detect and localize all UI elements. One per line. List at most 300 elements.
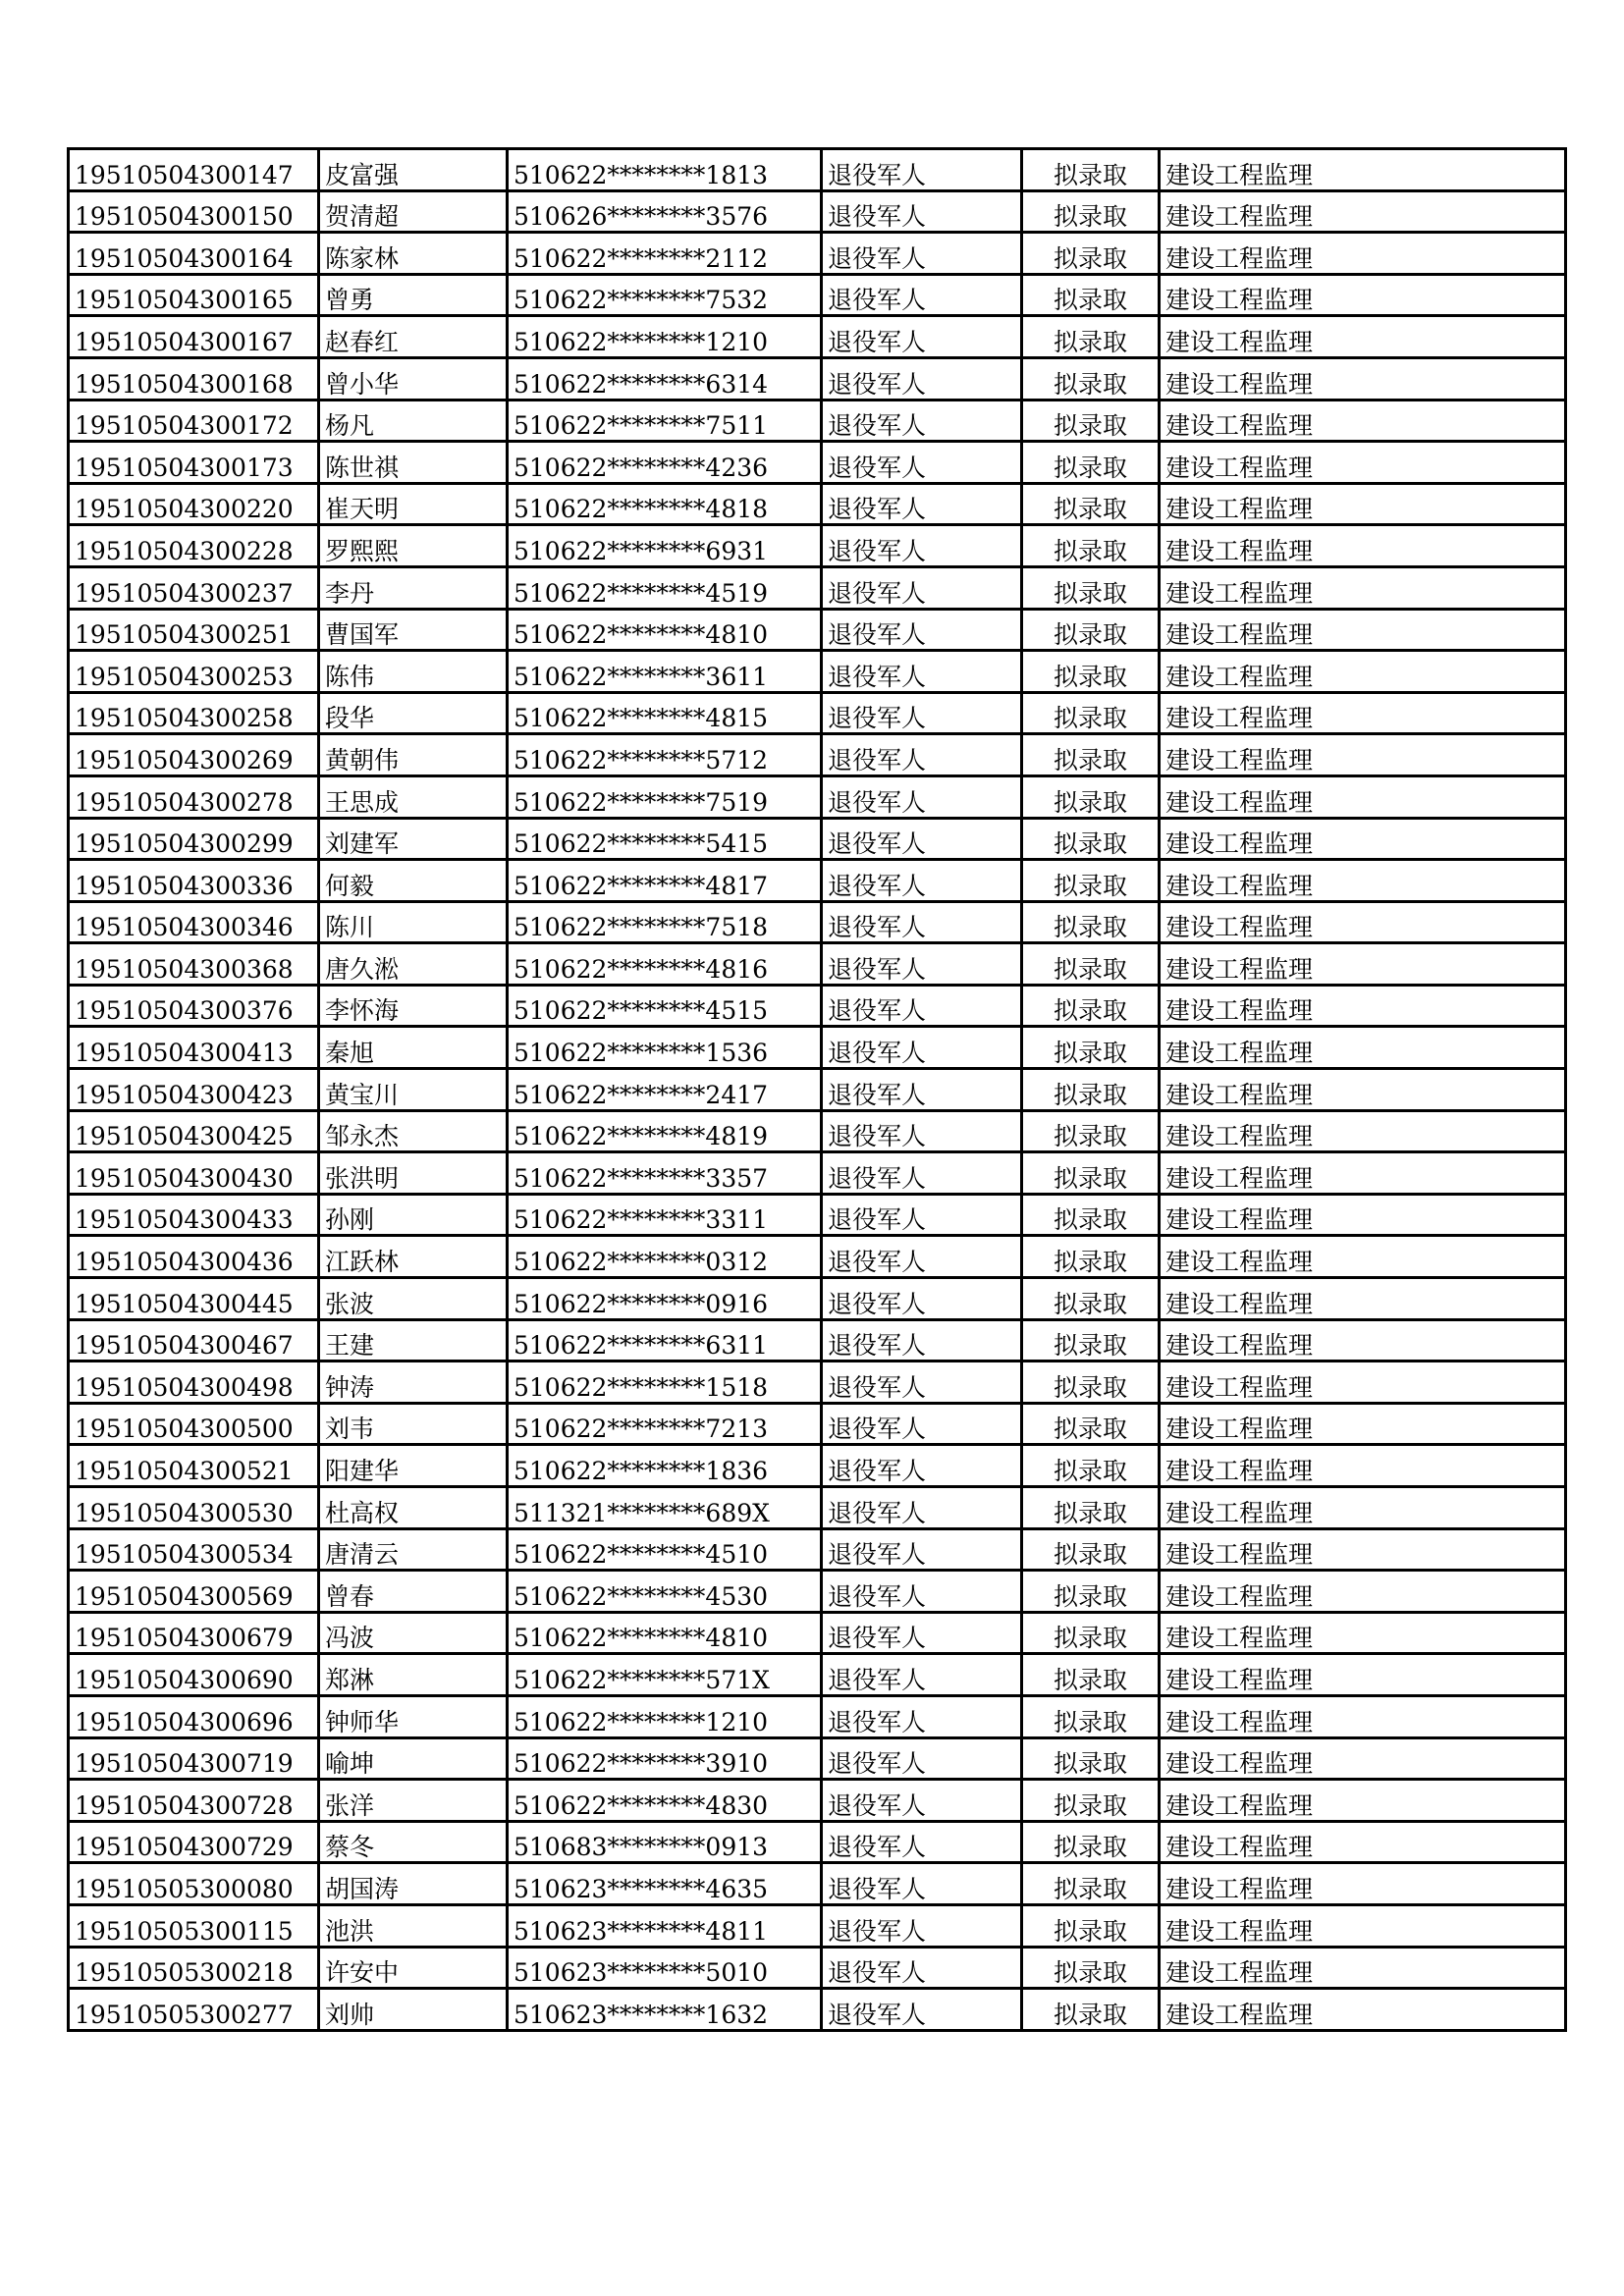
candidate-name-cell: 陈世祺: [319, 442, 508, 484]
category-cell: 退役军人: [822, 609, 1022, 651]
candidate-id-cell: 19510504300150: [69, 190, 319, 233]
candidate-id-cell: 19510504300445: [69, 1278, 319, 1320]
major-cell: 建设工程监理: [1160, 734, 1566, 776]
category-cell: 退役军人: [822, 651, 1022, 693]
table-row: [69, 149, 1566, 191]
category-cell: 退役军人: [822, 1194, 1022, 1236]
candidate-name-cell: 何毅: [319, 860, 508, 902]
candidate-name-cell: 钟师华: [319, 1695, 508, 1737]
category-cell: 退役军人: [822, 1780, 1022, 1822]
id-number-cell: 510622********1836: [508, 1445, 822, 1487]
table-row: [69, 442, 1566, 484]
candidate-name-cell: 张洪明: [319, 1152, 508, 1195]
candidate-id-cell: 19510504300173: [69, 442, 319, 484]
candidate-name-cell: 池洪: [319, 1904, 508, 1947]
table-row: [69, 1780, 1566, 1822]
category-cell: 退役军人: [822, 483, 1022, 525]
candidate-name-cell: 王建: [319, 1319, 508, 1362]
candidate-name-cell: 喻坤: [319, 1737, 508, 1780]
major-cell: 建设工程监理: [1160, 1110, 1566, 1152]
table-row: [69, 609, 1566, 651]
result-cell: 拟录取: [1022, 818, 1160, 860]
result-cell: 拟录取: [1022, 1904, 1160, 1947]
result-cell: 拟录取: [1022, 1737, 1160, 1780]
candidate-name-cell: 陈家林: [319, 233, 508, 275]
result-cell: 拟录取: [1022, 442, 1160, 484]
result-cell: 拟录取: [1022, 1069, 1160, 1111]
result-cell: 拟录取: [1022, 1152, 1160, 1195]
major-cell: 建设工程监理: [1160, 190, 1566, 233]
id-number-cell: 510622********0916: [508, 1278, 822, 1320]
id-number-cell: 510622********4818: [508, 483, 822, 525]
table-row: [69, 483, 1566, 525]
candidate-id-cell: 19510505300218: [69, 1947, 319, 1989]
table-row: [69, 1319, 1566, 1362]
table-row: [69, 1069, 1566, 1111]
candidate-name-cell: 杨凡: [319, 400, 508, 442]
result-cell: 拟录取: [1022, 316, 1160, 358]
category-cell: 退役军人: [822, 1487, 1022, 1529]
id-number-cell: 510622********4817: [508, 860, 822, 902]
major-cell: 建设工程监理: [1160, 274, 1566, 316]
table-row: [69, 1695, 1566, 1737]
candidate-id-cell: 19510504300521: [69, 1445, 319, 1487]
id-number-cell: 510683********0913: [508, 1821, 822, 1863]
table-row: [69, 775, 1566, 818]
category-cell: 退役军人: [822, 1027, 1022, 1069]
table-row: [69, 316, 1566, 358]
major-cell: 建设工程监理: [1160, 1362, 1566, 1404]
major-cell: 建设工程监理: [1160, 860, 1566, 902]
id-number-cell: 510622********1210: [508, 1695, 822, 1737]
table-row: [69, 1737, 1566, 1780]
id-number-cell: 510622********4515: [508, 985, 822, 1027]
category-cell: 退役军人: [822, 316, 1022, 358]
major-cell: 建设工程监理: [1160, 1152, 1566, 1195]
result-cell: 拟录取: [1022, 1821, 1160, 1863]
id-number-cell: 510622********7511: [508, 400, 822, 442]
candidate-id-cell: 19510504300696: [69, 1695, 319, 1737]
major-cell: 建设工程监理: [1160, 316, 1566, 358]
candidate-id-cell: 19510504300467: [69, 1319, 319, 1362]
candidate-name-cell: 钟涛: [319, 1362, 508, 1404]
major-cell: 建设工程监理: [1160, 1737, 1566, 1780]
result-cell: 拟录取: [1022, 1362, 1160, 1404]
id-number-cell: 510622********4530: [508, 1571, 822, 1613]
category-cell: 退役军人: [822, 985, 1022, 1027]
table-row: [69, 1403, 1566, 1445]
id-number-cell: 510622********6311: [508, 1319, 822, 1362]
candidate-id-cell: 19510504300376: [69, 985, 319, 1027]
result-cell: 拟录取: [1022, 1194, 1160, 1236]
major-cell: 建设工程监理: [1160, 651, 1566, 693]
category-cell: 退役军人: [822, 442, 1022, 484]
category-cell: 退役军人: [822, 1821, 1022, 1863]
category-cell: 退役军人: [822, 818, 1022, 860]
candidate-name-cell: 贺清超: [319, 190, 508, 233]
major-cell: 建设工程监理: [1160, 1319, 1566, 1362]
id-number-cell: 510623********5010: [508, 1947, 822, 1989]
id-number-cell: 510623********4635: [508, 1863, 822, 1905]
major-cell: 建设工程监理: [1160, 1904, 1566, 1947]
table-row: [69, 1236, 1566, 1278]
candidate-id-cell: 19510504300237: [69, 566, 319, 609]
major-cell: 建设工程监理: [1160, 1069, 1566, 1111]
major-cell: 建设工程监理: [1160, 525, 1566, 567]
candidate-name-cell: 刘建军: [319, 818, 508, 860]
table-row: [69, 1904, 1566, 1947]
candidate-id-cell: 19510504300220: [69, 483, 319, 525]
result-cell: 拟录取: [1022, 1319, 1160, 1362]
table-row: [69, 943, 1566, 986]
id-number-cell: 510622********1518: [508, 1362, 822, 1404]
category-cell: 退役军人: [822, 1528, 1022, 1571]
candidate-id-cell: 19510504300430: [69, 1152, 319, 1195]
major-cell: 建设工程监理: [1160, 1236, 1566, 1278]
result-cell: 拟录取: [1022, 190, 1160, 233]
candidate-id-cell: 19510504300413: [69, 1027, 319, 1069]
id-number-cell: 510622********4519: [508, 566, 822, 609]
result-cell: 拟录取: [1022, 1278, 1160, 1320]
id-number-cell: 510622********4510: [508, 1528, 822, 1571]
candidate-name-cell: 杜高权: [319, 1487, 508, 1529]
id-number-cell: 510622********7532: [508, 274, 822, 316]
candidate-id-cell: 19510504300164: [69, 233, 319, 275]
major-cell: 建设工程监理: [1160, 357, 1566, 400]
major-cell: 建设工程监理: [1160, 483, 1566, 525]
table-row: [69, 1571, 1566, 1613]
candidate-name-cell: 段华: [319, 692, 508, 734]
table-row: [69, 651, 1566, 693]
result-cell: 拟录取: [1022, 1236, 1160, 1278]
id-number-cell: 510622********4815: [508, 692, 822, 734]
table-row: [69, 1362, 1566, 1404]
id-number-cell: 510622********571X: [508, 1654, 822, 1696]
result-cell: 拟录取: [1022, 483, 1160, 525]
candidate-name-cell: 许安中: [319, 1947, 508, 1989]
candidate-id-cell: 19510504300278: [69, 775, 319, 818]
table-row: [69, 692, 1566, 734]
admission-table: [67, 147, 1567, 2032]
category-cell: 退役军人: [822, 775, 1022, 818]
id-number-cell: 510622********3357: [508, 1152, 822, 1195]
category-cell: 退役军人: [822, 149, 1022, 191]
table-row: [69, 1863, 1566, 1905]
candidate-id-cell: 19510504300534: [69, 1528, 319, 1571]
major-cell: 建设工程监理: [1160, 1487, 1566, 1529]
candidate-name-cell: 陈川: [319, 901, 508, 943]
category-cell: 退役军人: [822, 566, 1022, 609]
major-cell: 建设工程监理: [1160, 775, 1566, 818]
table-row: [69, 190, 1566, 233]
candidate-id-cell: 19510504300172: [69, 400, 319, 442]
result-cell: 拟录取: [1022, 1403, 1160, 1445]
result-cell: 拟录取: [1022, 860, 1160, 902]
major-cell: 建设工程监理: [1160, 1403, 1566, 1445]
table-row: [69, 1278, 1566, 1320]
result-cell: 拟录取: [1022, 901, 1160, 943]
candidate-name-cell: 赵春红: [319, 316, 508, 358]
candidate-name-cell: 曹国军: [319, 609, 508, 651]
id-number-cell: 510622********7213: [508, 1403, 822, 1445]
candidate-name-cell: 张波: [319, 1278, 508, 1320]
result-cell: 拟录取: [1022, 525, 1160, 567]
admission-table-body: [69, 149, 1566, 2031]
candidate-name-cell: 邹永杰: [319, 1110, 508, 1152]
candidate-id-cell: 19510504300436: [69, 1236, 319, 1278]
result-cell: 拟录取: [1022, 1110, 1160, 1152]
candidate-id-cell: 19510504300728: [69, 1780, 319, 1822]
major-cell: 建设工程监理: [1160, 1445, 1566, 1487]
candidate-name-cell: 蔡冬: [319, 1821, 508, 1863]
candidate-id-cell: 19510504300251: [69, 609, 319, 651]
candidate-name-cell: 刘韦: [319, 1403, 508, 1445]
major-cell: 建设工程监理: [1160, 1027, 1566, 1069]
candidate-id-cell: 19510504300729: [69, 1821, 319, 1863]
id-number-cell: 510626********3576: [508, 190, 822, 233]
candidate-id-cell: 19510504300679: [69, 1612, 319, 1654]
id-number-cell: 510622********2112: [508, 233, 822, 275]
id-number-cell: 510622********2417: [508, 1069, 822, 1111]
category-cell: 退役军人: [822, 1319, 1022, 1362]
major-cell: 建设工程监理: [1160, 442, 1566, 484]
id-number-cell: 510622********4810: [508, 609, 822, 651]
candidate-id-cell: 19510504300165: [69, 274, 319, 316]
category-cell: 退役军人: [822, 1278, 1022, 1320]
major-cell: 建设工程监理: [1160, 943, 1566, 986]
result-cell: 拟录取: [1022, 651, 1160, 693]
table-row: [69, 901, 1566, 943]
id-number-cell: 510622********3611: [508, 651, 822, 693]
candidate-id-cell: 19510504300167: [69, 316, 319, 358]
major-cell: 建设工程监理: [1160, 1612, 1566, 1654]
candidate-name-cell: 曾小华: [319, 357, 508, 400]
table-row: [69, 400, 1566, 442]
id-number-cell: 510622********5415: [508, 818, 822, 860]
category-cell: 退役军人: [822, 1362, 1022, 1404]
candidate-name-cell: 秦旭: [319, 1027, 508, 1069]
table-row: [69, 1110, 1566, 1152]
category-cell: 退役军人: [822, 1236, 1022, 1278]
category-cell: 退役军人: [822, 1445, 1022, 1487]
candidate-name-cell: 崔天明: [319, 483, 508, 525]
result-cell: 拟录取: [1022, 943, 1160, 986]
major-cell: 建设工程监理: [1160, 609, 1566, 651]
candidate-id-cell: 19510505300277: [69, 1989, 319, 2031]
table-row: [69, 1027, 1566, 1069]
result-cell: 拟录取: [1022, 734, 1160, 776]
candidate-id-cell: 19510504300253: [69, 651, 319, 693]
candidate-name-cell: 王思成: [319, 775, 508, 818]
result-cell: 拟录取: [1022, 1571, 1160, 1613]
candidate-name-cell: 黄朝伟: [319, 734, 508, 776]
result-cell: 拟录取: [1022, 1947, 1160, 1989]
category-cell: 退役军人: [822, 1695, 1022, 1737]
candidate-name-cell: 唐清云: [319, 1528, 508, 1571]
id-number-cell: 510622********1210: [508, 316, 822, 358]
category-cell: 退役军人: [822, 190, 1022, 233]
result-cell: 拟录取: [1022, 1027, 1160, 1069]
result-cell: 拟录取: [1022, 1695, 1160, 1737]
candidate-id-cell: 19510504300269: [69, 734, 319, 776]
candidate-name-cell: 胡国涛: [319, 1863, 508, 1905]
category-cell: 退役军人: [822, 525, 1022, 567]
candidate-id-cell: 19510504300258: [69, 692, 319, 734]
id-number-cell: 510622********3910: [508, 1737, 822, 1780]
result-cell: 拟录取: [1022, 1654, 1160, 1696]
result-cell: 拟录取: [1022, 357, 1160, 400]
id-number-cell: 510622********7519: [508, 775, 822, 818]
id-number-cell: 510622********4830: [508, 1780, 822, 1822]
major-cell: 建设工程监理: [1160, 1695, 1566, 1737]
table-row: [69, 818, 1566, 860]
candidate-id-cell: 19510505300115: [69, 1904, 319, 1947]
candidate-name-cell: 黄宝川: [319, 1069, 508, 1111]
major-cell: 建设工程监理: [1160, 1821, 1566, 1863]
category-cell: 退役军人: [822, 1403, 1022, 1445]
id-number-cell: 510622********1813: [508, 149, 822, 191]
result-cell: 拟录取: [1022, 1863, 1160, 1905]
candidate-id-cell: 19510504300690: [69, 1654, 319, 1696]
table-row: [69, 1487, 1566, 1529]
category-cell: 退役军人: [822, 1737, 1022, 1780]
table-row: [69, 1821, 1566, 1863]
major-cell: 建设工程监理: [1160, 1278, 1566, 1320]
candidate-name-cell: 曾勇: [319, 274, 508, 316]
category-cell: 退役军人: [822, 1110, 1022, 1152]
table-row: [69, 1654, 1566, 1696]
result-cell: 拟录取: [1022, 1445, 1160, 1487]
table-row: [69, 1612, 1566, 1654]
table-row: [69, 1194, 1566, 1236]
major-cell: 建设工程监理: [1160, 1989, 1566, 2031]
id-number-cell: 510622********7518: [508, 901, 822, 943]
candidate-id-cell: 19510504300147: [69, 149, 319, 191]
id-number-cell: 510622********4816: [508, 943, 822, 986]
table-row: [69, 525, 1566, 567]
candidate-id-cell: 19510504300228: [69, 525, 319, 567]
candidate-id-cell: 19510504300500: [69, 1403, 319, 1445]
result-cell: 拟录取: [1022, 149, 1160, 191]
table-row: [69, 357, 1566, 400]
result-cell: 拟录取: [1022, 1989, 1160, 2031]
candidate-name-cell: 李怀海: [319, 985, 508, 1027]
candidate-id-cell: 19510505300080: [69, 1863, 319, 1905]
result-cell: 拟录取: [1022, 985, 1160, 1027]
major-cell: 建设工程监理: [1160, 692, 1566, 734]
result-cell: 拟录取: [1022, 1780, 1160, 1822]
candidate-name-cell: 李丹: [319, 566, 508, 609]
category-cell: 退役军人: [822, 233, 1022, 275]
candidate-name-cell: 刘帅: [319, 1989, 508, 2031]
result-cell: 拟录取: [1022, 233, 1160, 275]
major-cell: 建设工程监理: [1160, 1528, 1566, 1571]
result-cell: 拟录取: [1022, 692, 1160, 734]
id-number-cell: 510622********6314: [508, 357, 822, 400]
id-number-cell: 510622********4236: [508, 442, 822, 484]
category-cell: 退役军人: [822, 1989, 1022, 2031]
candidate-name-cell: 阳建华: [319, 1445, 508, 1487]
table-row: [69, 1445, 1566, 1487]
candidate-name-cell: 郑淋: [319, 1654, 508, 1696]
result-cell: 拟录取: [1022, 274, 1160, 316]
candidate-name-cell: 冯波: [319, 1612, 508, 1654]
table-row: [69, 233, 1566, 275]
candidate-name-cell: 罗熙熙: [319, 525, 508, 567]
id-number-cell: 510622********4810: [508, 1612, 822, 1654]
major-cell: 建设工程监理: [1160, 1780, 1566, 1822]
candidate-id-cell: 19510504300299: [69, 818, 319, 860]
candidate-id-cell: 19510504300433: [69, 1194, 319, 1236]
table-row: [69, 1989, 1566, 2031]
candidate-name-cell: 唐久淞: [319, 943, 508, 986]
candidate-id-cell: 19510504300423: [69, 1069, 319, 1111]
major-cell: 建设工程监理: [1160, 818, 1566, 860]
candidate-name-cell: 曾春: [319, 1571, 508, 1613]
id-number-cell: 511321********689X: [508, 1487, 822, 1529]
category-cell: 退役军人: [822, 1152, 1022, 1195]
id-number-cell: 510622********5712: [508, 734, 822, 776]
major-cell: 建设工程监理: [1160, 1571, 1566, 1613]
result-cell: 拟录取: [1022, 1487, 1160, 1529]
category-cell: 退役军人: [822, 734, 1022, 776]
table-row: [69, 985, 1566, 1027]
category-cell: 退役军人: [822, 1904, 1022, 1947]
candidate-id-cell: 19510504300425: [69, 1110, 319, 1152]
category-cell: 退役军人: [822, 1654, 1022, 1696]
table-row: [69, 1528, 1566, 1571]
result-cell: 拟录取: [1022, 775, 1160, 818]
candidate-id-cell: 19510504300530: [69, 1487, 319, 1529]
candidate-name-cell: 江跃林: [319, 1236, 508, 1278]
major-cell: 建设工程监理: [1160, 985, 1566, 1027]
id-number-cell: 510622********6931: [508, 525, 822, 567]
candidate-name-cell: 孙刚: [319, 1194, 508, 1236]
candidate-id-cell: 19510504300346: [69, 901, 319, 943]
major-cell: 建设工程监理: [1160, 1654, 1566, 1696]
table-row: [69, 734, 1566, 776]
candidate-name-cell: 皮富强: [319, 149, 508, 191]
category-cell: 退役军人: [822, 1947, 1022, 1989]
category-cell: 退役军人: [822, 357, 1022, 400]
category-cell: 退役军人: [822, 400, 1022, 442]
id-number-cell: 510623********4811: [508, 1904, 822, 1947]
candidate-id-cell: 19510504300336: [69, 860, 319, 902]
category-cell: 退役军人: [822, 943, 1022, 986]
candidate-id-cell: 19510504300719: [69, 1737, 319, 1780]
id-number-cell: 510622********3311: [508, 1194, 822, 1236]
id-number-cell: 510623********1632: [508, 1989, 822, 2031]
candidate-name-cell: 陈伟: [319, 651, 508, 693]
result-cell: 拟录取: [1022, 400, 1160, 442]
major-cell: 建设工程监理: [1160, 901, 1566, 943]
id-number-cell: 510622********4819: [508, 1110, 822, 1152]
candidate-id-cell: 19510504300168: [69, 357, 319, 400]
category-cell: 退役军人: [822, 860, 1022, 902]
major-cell: 建设工程监理: [1160, 149, 1566, 191]
table-row: [69, 1152, 1566, 1195]
id-number-cell: 510622********1536: [508, 1027, 822, 1069]
result-cell: 拟录取: [1022, 1612, 1160, 1654]
result-cell: 拟录取: [1022, 1528, 1160, 1571]
table-row: [69, 566, 1566, 609]
category-cell: 退役军人: [822, 1571, 1022, 1613]
candidate-id-cell: 19510504300569: [69, 1571, 319, 1613]
result-cell: 拟录取: [1022, 566, 1160, 609]
id-number-cell: 510622********0312: [508, 1236, 822, 1278]
table-row: [69, 1947, 1566, 1989]
category-cell: 退役军人: [822, 1069, 1022, 1111]
